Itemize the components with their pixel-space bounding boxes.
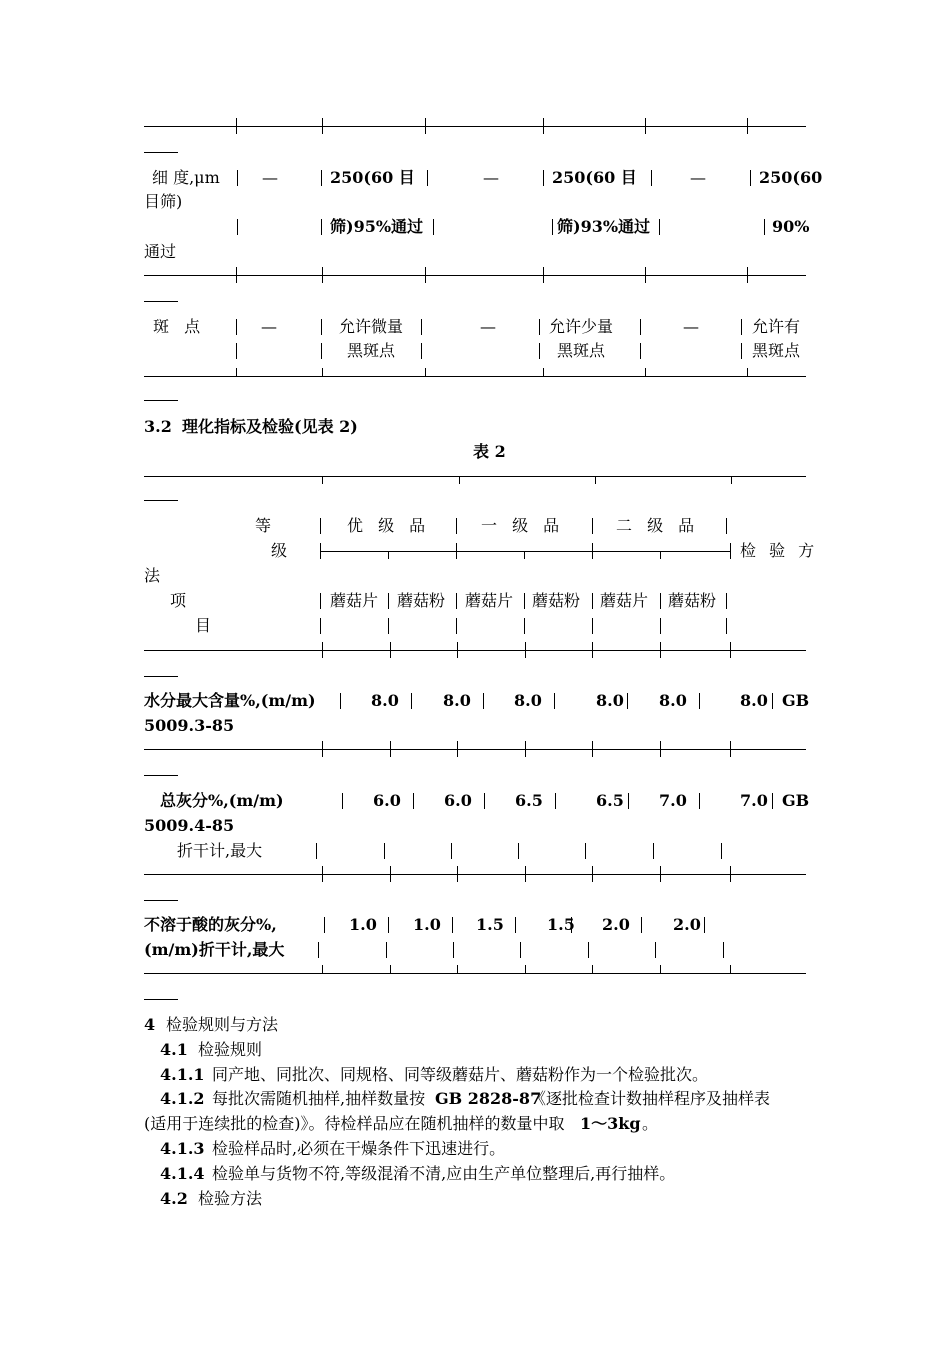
clause-number: 4.1.4 bbox=[160, 1164, 205, 1183]
cell-bar bbox=[554, 693, 555, 709]
rule-tick bbox=[747, 118, 748, 134]
cell-bar bbox=[483, 693, 484, 709]
rule-tick bbox=[731, 476, 732, 484]
cell-bar bbox=[552, 219, 553, 235]
section-title: 检验方法 bbox=[198, 1189, 263, 1208]
row-name-cont: (m/m)折干计,最大 bbox=[144, 940, 285, 959]
rule-tick bbox=[592, 741, 593, 757]
value-cell: 2.0 bbox=[673, 915, 701, 934]
cell: 允许少量 bbox=[549, 317, 614, 336]
cell-bar bbox=[484, 793, 485, 809]
value-cell: 7.0 bbox=[740, 791, 768, 810]
rule-stub bbox=[144, 999, 178, 1000]
table-rule bbox=[320, 551, 730, 552]
cell-bar bbox=[524, 593, 525, 609]
section-number: 4.2 bbox=[160, 1189, 188, 1208]
header-item-label: 目 bbox=[195, 616, 212, 635]
rule-tick bbox=[236, 267, 237, 283]
value-cell: 8.0 bbox=[740, 691, 768, 710]
cell-bar bbox=[571, 917, 572, 933]
cell-bar bbox=[555, 793, 556, 809]
method-cell: GB bbox=[782, 791, 810, 810]
rule-tick bbox=[645, 368, 646, 376]
cell: — bbox=[480, 317, 496, 336]
cell: 允许微量 bbox=[339, 317, 404, 336]
section-title: 理化指标及检验(见表 2) bbox=[182, 417, 358, 436]
clause-number: 4.1.1 bbox=[160, 1065, 205, 1084]
header-item-label: 项 bbox=[170, 591, 187, 610]
value-cell: 6.0 bbox=[444, 791, 472, 810]
subcol-header: 蘑菇粉 bbox=[668, 591, 717, 610]
row-name: 总灰分%,(m/m) bbox=[160, 791, 284, 810]
method-cell: GB bbox=[782, 691, 810, 710]
cell-bar bbox=[388, 593, 389, 609]
rule-tick bbox=[457, 866, 458, 882]
cell: 250(60 目 bbox=[552, 168, 637, 187]
cell-bar bbox=[741, 319, 742, 335]
rule-tick bbox=[322, 866, 323, 882]
cell-bar bbox=[342, 793, 343, 809]
cell-bar bbox=[699, 693, 700, 709]
method-wrap: 5009.3-85 bbox=[144, 716, 235, 735]
cell-bar bbox=[316, 843, 317, 859]
cell-bar bbox=[421, 343, 422, 359]
rule-tick bbox=[524, 551, 525, 559]
rule-tick bbox=[322, 741, 323, 757]
section-title: 检验规则 bbox=[198, 1040, 263, 1059]
quantity: 1～3kg bbox=[580, 1114, 641, 1133]
clause-number: 4.1.3 bbox=[160, 1139, 205, 1158]
clause-text: 检验样品时,必须在干燥条件下迅速进行。 bbox=[212, 1139, 506, 1158]
cell-bar bbox=[750, 170, 751, 186]
rule-stub bbox=[144, 775, 178, 776]
cell-bar bbox=[651, 170, 652, 186]
rule-tick bbox=[543, 267, 544, 283]
rule-tick bbox=[322, 642, 323, 658]
value-cell: 1.5 bbox=[547, 915, 575, 934]
cell: 筛)93%通过 bbox=[557, 217, 651, 236]
section-number: 4.1 bbox=[160, 1040, 188, 1059]
rule-tick bbox=[730, 642, 731, 658]
clause-text: 每批次需随机抽样,抽样数量按 bbox=[212, 1089, 426, 1108]
table-rule bbox=[144, 650, 806, 651]
subcol-header: 蘑菇片 bbox=[465, 591, 514, 610]
cell: 黑斑点 bbox=[347, 341, 396, 360]
rule-tick bbox=[390, 741, 391, 757]
value-cell: 8.0 bbox=[514, 691, 542, 710]
rule-tick bbox=[525, 642, 526, 658]
value-cell: 8.0 bbox=[659, 691, 687, 710]
table-caption: 表 2 bbox=[473, 442, 506, 461]
value-cell: 8.0 bbox=[443, 691, 471, 710]
cell-bar bbox=[451, 843, 452, 859]
cell-bar bbox=[653, 843, 654, 859]
section-number: 3.2 bbox=[144, 417, 172, 436]
rule-tick bbox=[730, 866, 731, 882]
cell-bar bbox=[413, 793, 414, 809]
cell-bar bbox=[588, 942, 589, 958]
table-rule bbox=[144, 126, 806, 127]
rule-tick bbox=[390, 965, 391, 973]
rule-tick bbox=[543, 368, 544, 376]
rule-tick bbox=[390, 642, 391, 658]
cell-bar bbox=[433, 219, 434, 235]
clause-text: 《逐批检查计数抽样程序及抽样表 bbox=[530, 1089, 771, 1108]
subcol-header: 蘑菇片 bbox=[330, 591, 379, 610]
cell-bar bbox=[515, 917, 516, 933]
cell-bar bbox=[320, 593, 321, 609]
rule-tick bbox=[645, 267, 646, 283]
section-number: 4 bbox=[144, 1015, 156, 1034]
rule-tick bbox=[459, 476, 460, 484]
cell-bar bbox=[524, 618, 525, 634]
rule-tick bbox=[592, 543, 593, 559]
rule-tick bbox=[456, 543, 457, 559]
rule-tick bbox=[592, 965, 593, 973]
table-rule bbox=[144, 874, 806, 875]
value-cell: 6.5 bbox=[596, 791, 624, 810]
header-grade-label: 级 bbox=[271, 541, 288, 560]
rule-stub bbox=[144, 400, 178, 401]
value-cell: 6.5 bbox=[515, 791, 543, 810]
standard-ref: GB 2828-87 bbox=[435, 1089, 542, 1108]
cell-bar bbox=[236, 319, 237, 335]
table-rule bbox=[144, 275, 806, 276]
rule-tick bbox=[322, 476, 323, 484]
grade-header: 一 级 品 bbox=[481, 516, 560, 535]
rule-tick bbox=[525, 741, 526, 757]
rule-tick bbox=[543, 118, 544, 134]
cell-bar bbox=[660, 618, 661, 634]
cell-bar bbox=[660, 593, 661, 609]
cell-bar bbox=[386, 942, 387, 958]
cell-bar bbox=[456, 593, 457, 609]
value-cell: 1.0 bbox=[349, 915, 377, 934]
cell-bar bbox=[659, 219, 660, 235]
value-cell: 7.0 bbox=[659, 791, 687, 810]
rule-tick bbox=[525, 965, 526, 973]
wrap-text: 通过 bbox=[144, 242, 177, 261]
cell: 筛)95%通过 bbox=[330, 217, 424, 236]
rule-tick bbox=[322, 267, 323, 283]
cell: — bbox=[483, 168, 499, 187]
cell-bar bbox=[704, 917, 705, 933]
cell-bar bbox=[539, 319, 540, 335]
cell-bar bbox=[321, 343, 322, 359]
cell: 黑斑点 bbox=[752, 341, 801, 360]
clause-text: 检验单与货物不符,等级混淆不清,应由生产单位整理后,再行抽样。 bbox=[212, 1164, 676, 1183]
row-label-fineness: 细 度,μm bbox=[152, 168, 220, 187]
cell: 黑斑点 bbox=[557, 341, 606, 360]
cell-bar bbox=[543, 170, 544, 186]
value-cell: 8.0 bbox=[371, 691, 399, 710]
cell-bar bbox=[699, 793, 700, 809]
row-name-cont: 折干计,最大 bbox=[177, 841, 263, 860]
rule-tick bbox=[747, 368, 748, 376]
method-wrap: 5009.4-85 bbox=[144, 816, 235, 835]
rule-tick bbox=[425, 118, 426, 134]
cell: 250(60 bbox=[759, 168, 823, 187]
cell-bar bbox=[320, 618, 321, 634]
cell-bar bbox=[340, 693, 341, 709]
rule-stub bbox=[144, 900, 178, 901]
header-grade-label: 等 bbox=[255, 516, 272, 535]
rule-tick bbox=[236, 118, 237, 134]
rule-tick bbox=[660, 866, 661, 882]
cell-bar bbox=[641, 917, 642, 933]
cell-bar bbox=[518, 843, 519, 859]
rule-tick bbox=[236, 368, 237, 376]
cell-bar bbox=[628, 793, 629, 809]
rule-tick bbox=[730, 965, 731, 973]
cell-bar bbox=[520, 942, 521, 958]
header-method: 检 验 方 bbox=[740, 541, 815, 560]
cell-bar bbox=[388, 917, 389, 933]
rule-tick bbox=[322, 965, 323, 973]
cell-bar bbox=[456, 518, 457, 534]
cell-bar bbox=[772, 793, 773, 809]
cell-bar bbox=[384, 843, 385, 859]
cell: 90% bbox=[772, 217, 810, 236]
cell: 允许有 bbox=[752, 317, 801, 336]
rule-stub bbox=[144, 676, 178, 677]
cell-bar bbox=[421, 319, 422, 335]
cell-bar bbox=[721, 843, 722, 859]
cell: 250(60 目 bbox=[330, 168, 415, 187]
table-rule bbox=[144, 749, 806, 750]
cell-bar bbox=[592, 593, 593, 609]
rule-tick bbox=[322, 368, 323, 376]
cell-bar bbox=[741, 343, 742, 359]
cell-bar bbox=[456, 618, 457, 634]
rule-tick bbox=[595, 476, 596, 484]
rule-tick bbox=[660, 642, 661, 658]
cell-bar bbox=[411, 693, 412, 709]
rule-tick bbox=[660, 551, 661, 559]
cell-bar bbox=[318, 942, 319, 958]
table-rule bbox=[144, 376, 806, 377]
value-cell: 6.0 bbox=[373, 791, 401, 810]
cell-bar bbox=[388, 618, 389, 634]
rule-tick bbox=[390, 866, 391, 882]
rule-tick bbox=[525, 866, 526, 882]
rule-tick bbox=[388, 551, 389, 559]
cell-bar bbox=[321, 319, 322, 335]
rule-tick bbox=[730, 543, 731, 559]
section-title: 检验规则与方法 bbox=[166, 1015, 279, 1034]
cell-bar bbox=[321, 219, 322, 235]
cell-bar bbox=[453, 942, 454, 958]
cell-bar bbox=[320, 518, 321, 534]
cell-bar bbox=[452, 917, 453, 933]
rule-tick bbox=[425, 368, 426, 376]
cell-bar bbox=[585, 843, 586, 859]
rule-tick bbox=[645, 118, 646, 134]
rule-tick bbox=[592, 866, 593, 882]
subcol-header: 蘑菇片 bbox=[600, 591, 649, 610]
value-cell: 2.0 bbox=[602, 915, 630, 934]
cell-bar bbox=[321, 170, 322, 186]
rule-tick bbox=[660, 965, 661, 973]
cell-bar bbox=[237, 170, 238, 186]
cell-bar bbox=[427, 170, 428, 186]
clause-text: 。 bbox=[642, 1114, 659, 1133]
subcol-header: 蘑菇粉 bbox=[397, 591, 446, 610]
cell-bar bbox=[726, 618, 727, 634]
clause-text: 同产地、同批次、同规格、同等级蘑菇片、蘑菇粉作为一个检验批次。 bbox=[212, 1065, 709, 1084]
clause-text: (适用于连续批的检查)》。待检样品应在随机抽样的数量中取 bbox=[144, 1114, 565, 1133]
rule-tick bbox=[747, 267, 748, 283]
wrap-text: 法 bbox=[144, 566, 161, 585]
table-rule bbox=[144, 973, 806, 974]
rule-tick bbox=[457, 741, 458, 757]
rule-tick bbox=[457, 965, 458, 973]
cell: — bbox=[261, 317, 277, 336]
cell-bar bbox=[539, 343, 540, 359]
rule-stub bbox=[144, 500, 178, 501]
rule-tick bbox=[730, 741, 731, 757]
rule-tick bbox=[457, 642, 458, 658]
cell: — bbox=[690, 168, 706, 187]
cell-bar bbox=[723, 942, 724, 958]
rule-stub bbox=[144, 152, 178, 153]
cell-bar bbox=[772, 693, 773, 709]
rule-tick bbox=[425, 267, 426, 283]
cell-bar bbox=[655, 942, 656, 958]
rule-tick bbox=[660, 741, 661, 757]
cell-bar bbox=[726, 593, 727, 609]
cell-bar bbox=[627, 693, 628, 709]
rule-tick bbox=[322, 118, 323, 134]
grade-header: 二 级 品 bbox=[616, 516, 695, 535]
rule-tick bbox=[592, 642, 593, 658]
value-cell: 1.5 bbox=[476, 915, 504, 934]
cell-bar bbox=[237, 219, 238, 235]
cell-bar bbox=[764, 219, 765, 235]
cell-bar bbox=[640, 343, 641, 359]
subcol-header: 蘑菇粉 bbox=[532, 591, 581, 610]
cell-bar bbox=[592, 618, 593, 634]
cell-bar bbox=[324, 917, 325, 933]
cell-bar bbox=[592, 518, 593, 534]
cell: — bbox=[683, 317, 699, 336]
row-name: 水分最大含量%,(m/m) bbox=[144, 691, 316, 710]
cell-bar bbox=[726, 518, 727, 534]
row-label-spots: 斑 点 bbox=[153, 317, 201, 336]
cell-bar bbox=[640, 319, 641, 335]
grade-header: 优 级 品 bbox=[347, 516, 426, 535]
cell: — bbox=[262, 168, 278, 187]
row-name: 不溶于酸的灰分%, bbox=[144, 915, 277, 934]
wrap-text: 目筛) bbox=[144, 192, 183, 211]
table-rule bbox=[144, 476, 806, 477]
clause-number: 4.1.2 bbox=[160, 1089, 205, 1108]
cell-bar bbox=[236, 343, 237, 359]
value-cell: 8.0 bbox=[596, 691, 624, 710]
value-cell: 1.0 bbox=[413, 915, 441, 934]
rule-stub bbox=[144, 301, 178, 302]
